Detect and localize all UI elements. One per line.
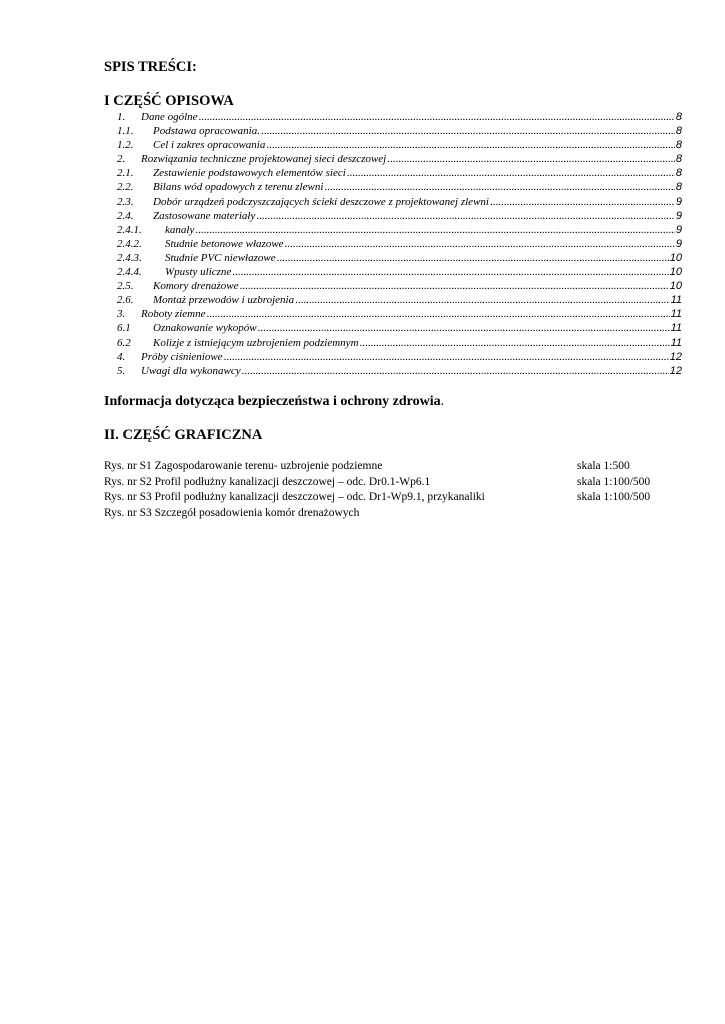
toc-entry[interactable]	[117, 337, 682, 351]
toc-leader	[324, 181, 674, 193]
drawing-scale: skala 1:100/500	[577, 475, 651, 488]
toc-entry-title: Roboty ziemne	[141, 308, 206, 321]
toc-entry-page: 11	[670, 336, 682, 349]
toc-entry-number: 2.4.3.	[117, 251, 142, 264]
toc-entry-page: 8	[675, 125, 682, 138]
toc-entry[interactable]	[117, 280, 682, 294]
toc-entry-page: 8	[675, 153, 682, 166]
toc-leader	[199, 111, 675, 123]
toc-leader	[387, 153, 675, 165]
toc-entry-number: 2.4.	[117, 209, 134, 222]
toc-entry-page: 11	[670, 308, 682, 321]
toc-entry-number: 2.1.	[117, 167, 134, 180]
section-heading-opisowa: I CZĘŚĆ OPISOWA	[104, 93, 234, 109]
toc-entry-page: 8	[675, 167, 682, 180]
toc-leader	[258, 322, 670, 334]
toc-entry-number: 2.5.	[117, 280, 134, 293]
toc-entry-page: 9	[675, 223, 682, 236]
toc-entry-number: 2.4.1.	[117, 223, 142, 236]
toc-entry[interactable]	[117, 224, 682, 238]
drawing-scale: skala 1:500	[577, 460, 630, 472]
toc-entry-page: 11	[670, 322, 682, 335]
toc-entry-number: 1.2.	[117, 139, 134, 152]
toc-entry-title: Kolizje z istniejącym uzbrojeniem podziemnym	[153, 336, 359, 349]
info-line	[104, 394, 444, 410]
toc-entry-page: 9	[675, 195, 682, 208]
toc-entry-page: 12	[669, 364, 682, 377]
toc-entry-number: 2.2.	[117, 181, 134, 194]
toc-entry-page: 8	[675, 139, 682, 152]
toc-entry-page: 9	[675, 237, 682, 250]
toc-entry[interactable]	[117, 351, 682, 365]
toc-entry-number: 3.	[117, 308, 126, 321]
toc-entry-number: 1.1.	[117, 125, 134, 138]
toc-entry[interactable]	[117, 294, 682, 308]
toc-entry-number: 6.1	[117, 322, 131, 335]
toc-entry-title: Studnie betonowe włazowe	[165, 237, 284, 250]
toc-entry[interactable]	[117, 308, 682, 322]
toc-entry-number: 6.2	[117, 336, 131, 349]
toc-entry-number: 2.4.4.	[117, 266, 142, 279]
toc-entry-number: 2.6.	[117, 294, 134, 307]
toc-entry-page: 12	[669, 350, 682, 363]
toc-leader	[232, 266, 668, 278]
drawing-label: Rys. nr S3 Szczegół posadowienia komór drenażowych	[104, 506, 360, 519]
page-title: SPIS TREŚCI:	[104, 59, 197, 75]
toc-leader	[239, 280, 668, 292]
toc-entry-page: 8	[675, 111, 682, 123]
toc-entry-number: 2.4.2.	[117, 237, 142, 250]
toc-leader	[490, 196, 675, 208]
toc-entry-number: 2.	[117, 153, 126, 166]
toc-entry[interactable]	[117, 266, 682, 280]
toc-entry-title: Cel i zakres opracowania	[153, 139, 266, 152]
toc-entry-title: Wpusty uliczne	[165, 266, 232, 279]
toc-entry-title: Oznakowanie wykopów	[153, 322, 257, 335]
toc-entry[interactable]	[117, 252, 682, 266]
toc-entry-page: 8	[675, 181, 682, 194]
toc-leader	[224, 351, 669, 363]
toc-entry-title: Uwagi dla wykonawcy	[141, 364, 241, 377]
toc-entry[interactable]	[117, 167, 682, 181]
toc-entry-page: 9	[675, 209, 682, 222]
toc-entry[interactable]	[117, 238, 682, 252]
table-of-contents	[117, 111, 682, 379]
toc-entry-title: Bilans wód opadowych z terenu zlewni	[153, 181, 324, 194]
drawing-entry	[104, 507, 664, 523]
toc-leader	[277, 252, 669, 264]
toc-leader	[347, 167, 675, 179]
info-text: Informacja dotycząca bezpieczeństwa i ochrony zdrowia	[104, 394, 441, 409]
toc-entry[interactable]	[117, 210, 682, 224]
drawing-label: Rys. nr S1 Zagospodarowanie terenu- uzbrojenie podziemne	[104, 460, 383, 472]
toc-leader	[242, 365, 669, 377]
toc-entry-page: 10	[669, 251, 682, 264]
toc-leader	[266, 139, 675, 151]
toc-entry-title: Dane ogólne	[141, 111, 198, 123]
toc-entry[interactable]	[117, 125, 682, 139]
drawing-scale: skala 1:100/500	[577, 491, 651, 503]
toc-entry-title: Montaż przewodów i uzbrojenia	[153, 294, 295, 307]
toc-leader	[206, 308, 669, 320]
toc-entry-number: 1.	[117, 111, 126, 123]
toc-leader	[195, 224, 675, 236]
info-dot: .	[440, 394, 445, 409]
toc-entry[interactable]	[117, 322, 682, 336]
toc-entry[interactable]	[117, 365, 682, 379]
toc-entry[interactable]	[117, 111, 682, 125]
toc-entry-title: Zastosowane materiały	[153, 209, 256, 222]
toc-entry-number: 5.	[117, 364, 126, 377]
toc-entry-title: Próby ciśnieniowe	[141, 350, 223, 363]
toc-entry-number: 2.3.	[117, 195, 134, 208]
toc-entry-page: 11	[670, 294, 682, 307]
toc-leader	[295, 294, 670, 306]
toc-entry-number: 4.	[117, 350, 126, 363]
toc-entry[interactable]	[117, 181, 682, 195]
drawings-list	[104, 460, 664, 522]
drawing-label: Rys. nr S2 Profil podłużny kanalizacji deszczowej – odc. Dr0.1-Wp6.1	[104, 475, 431, 488]
toc-entry[interactable]	[117, 196, 682, 210]
toc-entry-page: 10	[669, 266, 682, 279]
toc-entry-title: Studnie PVC niewłazowe	[165, 251, 276, 264]
toc-entry-title: Dobór urządzeń podczyszczających ścieki deszczowe z projektowanej zlewni	[153, 195, 489, 208]
toc-entry-title: Rozwiązania techniczne projektowanej sieci deszczowej	[141, 153, 387, 166]
toc-leader	[261, 125, 675, 137]
toc-leader	[285, 238, 675, 250]
section-heading-graficzna: II. CZĘŚĆ GRAFICZNA	[104, 427, 263, 443]
drawing-label: Rys. nr S3 Profil podłużny kanalizacji deszczowej – odc. Dr1-Wp9.1, przykanaliki	[104, 491, 485, 503]
toc-entry-title: Komory drenażowe	[153, 280, 239, 293]
toc-leader	[360, 337, 670, 349]
drawing-entry	[104, 476, 664, 492]
toc-entry-page: 10	[669, 280, 682, 293]
toc-entry-title: Podstawa opracowania.	[153, 125, 260, 138]
toc-entry[interactable]	[117, 153, 682, 167]
toc-entry-title: kanały	[165, 223, 195, 236]
toc-entry[interactable]	[117, 139, 682, 153]
drawing-entry	[104, 491, 664, 507]
toc-entry-title: Zestawienie podstawowych elementów sieci	[153, 167, 346, 180]
drawing-entry	[104, 460, 664, 476]
toc-leader	[256, 210, 675, 222]
